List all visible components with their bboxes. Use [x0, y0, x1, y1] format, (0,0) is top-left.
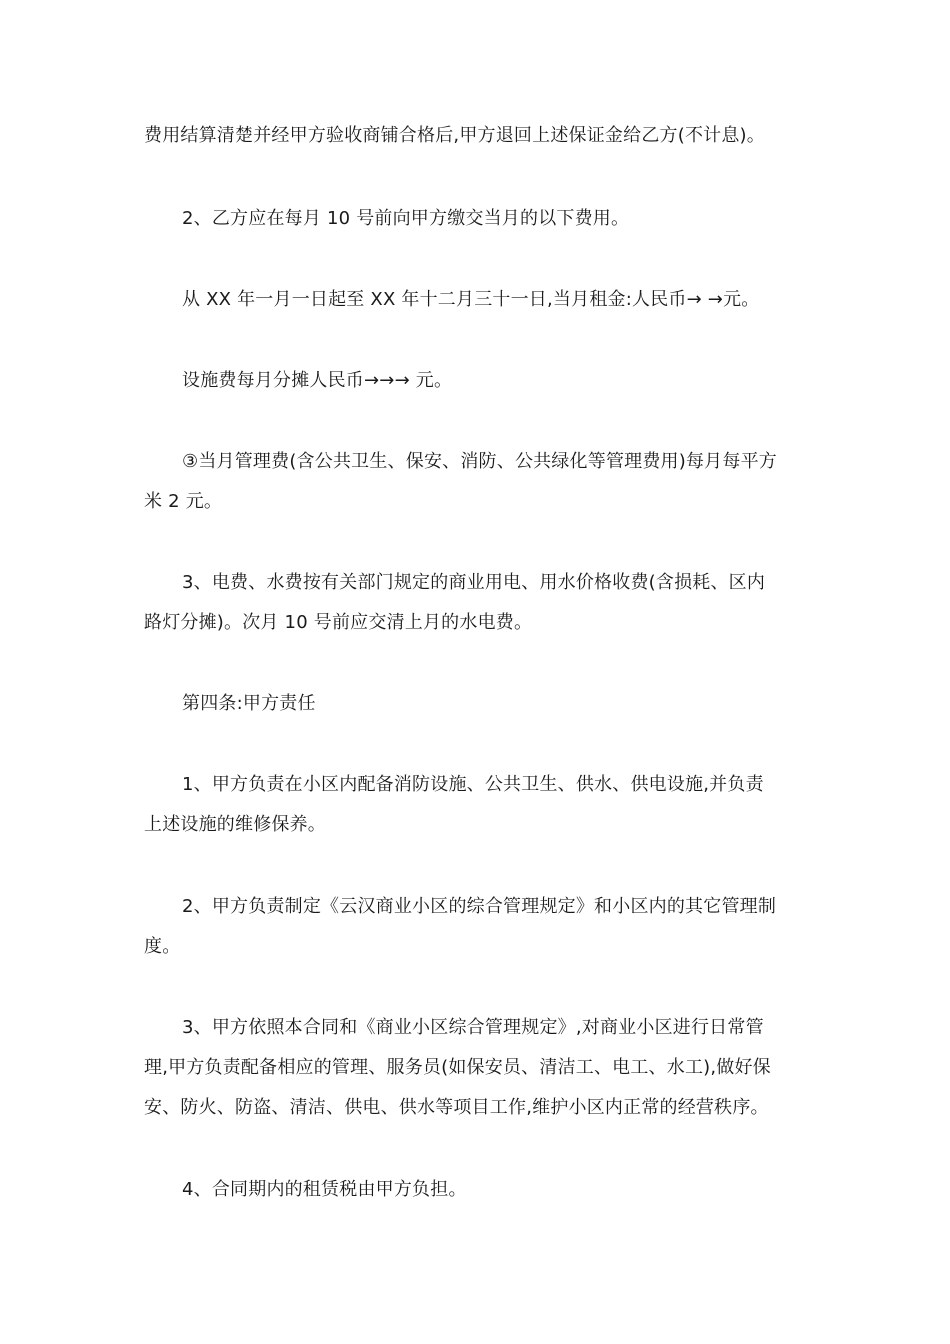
paragraph-regulations-duty	[144, 887, 812, 967]
paragraph-utilities	[144, 563, 812, 643]
paragraph-line: 米 2 元。	[144, 491, 223, 512]
paragraph-line: 1、甲方负责在小区内配备消防设施、公共卫生、供水、供电设施,并负责	[182, 774, 764, 795]
paragraph-line: 设施费每月分摊人民币→→→ 元。	[182, 370, 453, 391]
paragraph-monthly-fees	[144, 199, 812, 239]
paragraph-facilities-duty	[144, 765, 812, 845]
paragraph-line: 安、防火、防盗、清洁、供电、供水等项目工作,维护小区内正常的经营秩序。	[144, 1097, 769, 1118]
paragraph-line: 路灯分摊)。次月 10 号前应交清上月的水电费。	[144, 612, 533, 633]
paragraph-line: 理,甲方负责配备相应的管理、服务员(如保安员、清洁工、电工、水工),做好保	[144, 1057, 771, 1078]
paragraph-lease-tax	[144, 1170, 812, 1210]
paragraph-deposit-refund	[144, 116, 812, 156]
paragraph-daily-management-duty	[144, 1008, 812, 1128]
paragraph-line: 2、甲方负责制定《云汉商业小区的综合管理规定》和小区内的其它管理制	[182, 896, 777, 917]
paragraph-line: 费用结算清楚并经甲方验收商铺合格后,甲方退回上述保证金给乙方(不计息)。	[144, 125, 765, 146]
paragraph-line: ③当月管理费(含公共卫生、保安、消防、公共绿化等管理费用)每月每平方	[182, 451, 777, 472]
paragraph-line: 2、乙方应在每月 10 号前向甲方缴交当月的以下费用。	[182, 208, 630, 229]
paragraph-line: 上述设施的维修保养。	[144, 814, 326, 835]
paragraph-line: 从 XX 年一月一日起至 XX 年十二月三十一日,当月租金:人民币→ →元。	[182, 289, 760, 310]
paragraph-line: 4、合同期内的租赁税由甲方负担。	[182, 1179, 467, 1200]
paragraph-line: 第四条:甲方责任	[182, 693, 316, 714]
paragraph-management-fee	[144, 442, 812, 522]
paragraph-facility-fee	[144, 361, 812, 401]
paragraph-line: 度。	[144, 936, 181, 957]
paragraph-rent	[144, 280, 812, 320]
paragraph-line: 3、甲方依照本合同和《商业小区综合管理规定》,对商业小区进行日常管	[182, 1017, 764, 1038]
paragraph-line: 3、电费、水费按有关部门规定的商业用电、用水价格收费(含损耗、区内	[182, 572, 766, 593]
section-heading-party-a-duties	[144, 684, 812, 724]
